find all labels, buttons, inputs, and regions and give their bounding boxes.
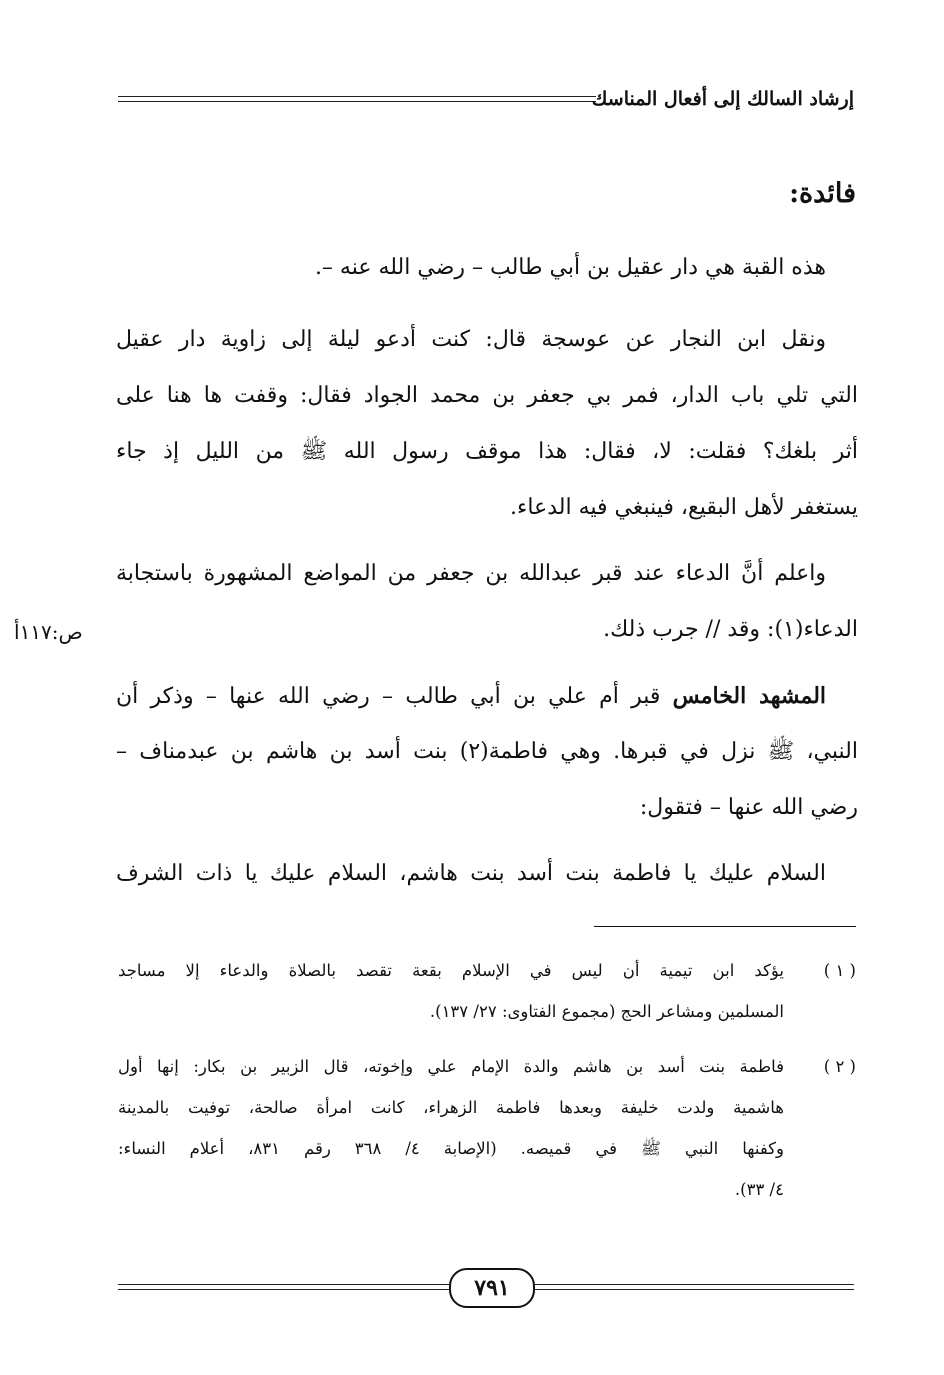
footnote-line: هاشمية ولدت خليفة وبعدها فاطمة الزهراء، كانت امرأة صالحة، توفيت بالمدينة [118,1098,784,1117]
footnote-number: ( ١ ) [823,961,856,980]
paragraph-line: أثر بلغك؟ فقلت: لا، فقال: هذا موقف رسول الله ﷺ من الليل إذ جاء [116,439,858,464]
paragraph-line: الدعاء(١): وقد // جرب ذلك. [603,617,858,642]
footnote-line: فاطمة بنت أسد بن هاشم والدة الإمام علي وإخوته، قال الزبير بن بكار: إنها أول [118,1057,784,1076]
running-header [118,82,854,118]
paragraph-line: السلام عليك يا فاطمة بنت أسد بنت هاشم، السلام عليك يا ذات الشرف [116,861,826,886]
paragraph-line: ونقل ابن النجار عن عوسجة قال: كنت أدعو ليلة إلى زاوية دار عقيل [116,327,826,352]
footnote-body [118,1046,784,1210]
paragraph-line [116,668,858,724]
footnote-body [118,950,784,1032]
header-rule [118,101,596,102]
footnote-separator [594,926,856,927]
page-footer [118,1266,854,1310]
header-rule [118,96,596,97]
bold-heading-phrase: المشهد الخامس [672,683,827,709]
paragraph-1 [116,240,858,296]
paragraph-line: التي تلي باب الدار، فمر بي جعفر بن محمد الجواد فقال: وقفت ها هنا على [116,383,859,408]
footnote-line: وكفنها النبي ﷺ في قميصه. (الإصابة ٤/ ٣٦٨ رقم ٨٣١، أعلام النساء: [118,1139,785,1158]
section-heading: فائدة: [789,178,856,209]
paragraph-3 [116,546,858,658]
paragraph-line: رضي الله عنها – فتقول: [639,795,858,820]
footnote-number: ( ٢ ) [823,1057,856,1076]
footnote-line: ٤/ ٣٣). [734,1180,784,1199]
paragraph-4 [116,668,858,836]
manuscript-folio-note: ص:١١٧أ [14,620,83,644]
paragraph-5 [116,846,858,902]
book-title: إرشاد السالك إلى أفعال المناسك [591,88,854,110]
paragraph-line: هذه القبة هي دار عقيل بن أبي طالب – رضي الله عنه –. [314,255,826,280]
paragraph-2 [116,312,858,536]
page-number: ٧٩١ [449,1268,535,1308]
paragraph-line: واعلم أنَّ الدعاء عند قبر عبدالله بن جعفر من المواضع المشهورة باستجابة [116,561,826,586]
footnote-line: يؤكد ابن تيمية أن ليس في الإسلام بقعة تقصد بالصلاة والدعاء إلا مساجد [118,961,784,980]
paragraph-line: النبي، ﷺ نزل في قبرها. وهي فاطمة(٢) بنت أسد بن هاشم بن عبدمناف – [116,739,858,764]
footnote-line: المسلمين ومشاعر الحج (مجموع الفتاوى: ٢٧/ ١٣٧). [429,1002,784,1021]
paragraph-line: يستغفر لأهل البقيع، فينبغي فيه الدعاء. [510,495,858,520]
footnote-1 [118,950,856,1032]
footnote-2 [118,1046,856,1210]
paragraph-line-rest: قبر أم علي بن أبي طالب – رضي الله عنها – وذكر أن [116,684,673,709]
